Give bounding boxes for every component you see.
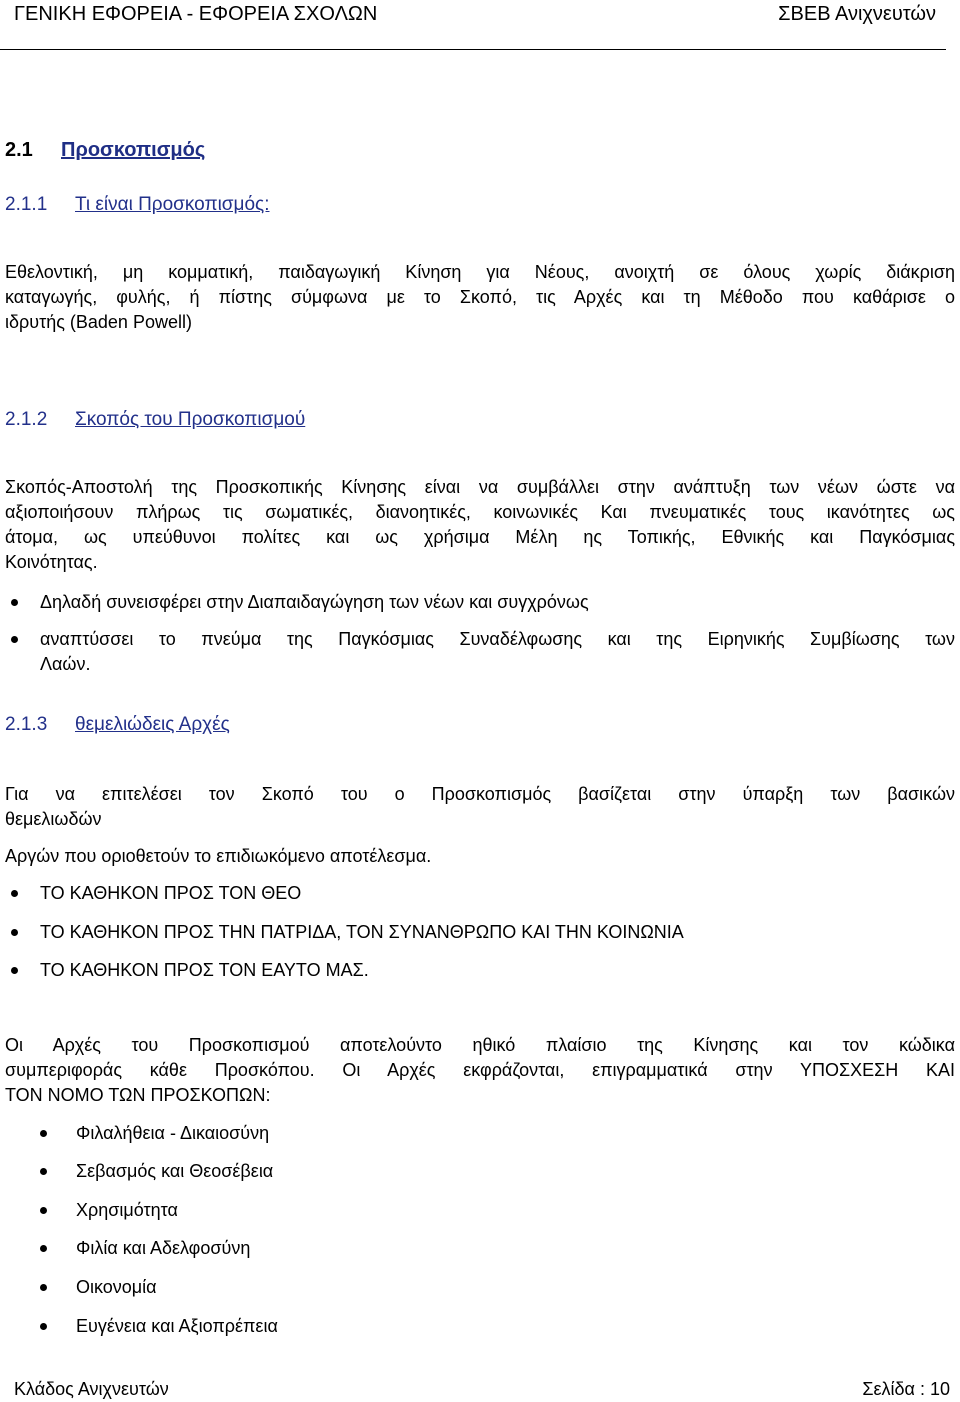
duty-item: ΤΟ ΚΑΘΗΚΟΝ ΠΡΟΣ ΤΗΝ ΠΑΤΡΙΔΑ, ΤΟΝ ΣΥΝΑΝΘΡΩΠΟ ΚΑΙ ΤΗΝ ΚΟΙΝΩΝΙΑ <box>40 922 684 942</box>
bullet-icon <box>40 1130 47 1137</box>
footer-left: Κλάδος Ανιχνευτών <box>14 1379 169 1399</box>
header-left: ΓΕΝΙΚΗ ΕΦΟΡΕΙΑ - ΕΦΟΡΕΙΑ ΣΧΟΛΩΝ <box>14 3 378 25</box>
paragraph-line: Εθελοντική, μη κομματική, παιδαγωγική Κίνηση για Νέους, ανοιχτή σε όλους χωρίς διάκριση <box>5 262 955 282</box>
header-right: ΣΒΕΒ Ανιχνευτών <box>778 3 936 25</box>
bullet-icon <box>40 1245 47 1252</box>
bullet-icon <box>11 890 18 897</box>
paragraph-line: Αργών που οριοθετούν το επιδιωκόμενο αποτέλεσμα. <box>5 846 432 866</box>
subsection-number: 2.1.1 <box>5 194 48 215</box>
list-item: Δηλαδή συνεισφέρει στην Διαπαιδαγώγηση των νέων και συγχρόνως <box>40 592 589 612</box>
paragraph-line: ιδρυτής (Baden Powell) <box>5 312 192 332</box>
subsection-title[interactable]: Τι είναι Προσκοπισμός: <box>75 194 270 215</box>
subsection-heading-211 <box>5 193 269 217</box>
bullet-icon <box>40 1168 47 1175</box>
bullet-icon <box>40 1323 47 1330</box>
subsection-heading-212 <box>5 408 305 432</box>
bullet-icon <box>40 1284 47 1291</box>
subsection-number: 2.1.2 <box>5 409 48 430</box>
paragraph-line: Σκοπός-Αποστολή της Προσκοπικής Κίνησης είναι να συμβάλλει στην ανάπτυξη των νέων ώστε να <box>5 477 955 497</box>
value-item: Οικονομία <box>76 1277 157 1297</box>
paragraph-line: καταγωγής, φυλής, ή πίστης σύμφωνα με το Σκοπό, τις Αρχές και τη Μέθοδο που καθάρισε ο <box>5 287 955 307</box>
paragraph-line: Οι Αρχές του Προσκοπισμού αποτελούντο ηθικό πλαίσιο της Κίνησης και τον κώδικα <box>5 1035 955 1055</box>
duty-item: ΤΟ ΚΑΘΗΚΟΝ ΠΡΟΣ ΤΟΝ ΕΑΥΤΟ ΜΑΣ. <box>40 960 369 980</box>
section-heading <box>5 138 205 162</box>
paragraph-line: Για να επιτελέσει τον Σκοπό του ο Προσκοπισμός βασίζεται στην ύπαρξη των βασικών <box>5 784 955 804</box>
header-rule <box>0 49 946 50</box>
duty-item: ΤΟ ΚΑΘΗΚΟΝ ΠΡΟΣ ΤΟΝ ΘΕΟ <box>40 883 302 903</box>
value-item: Χρησιμότητα <box>76 1200 178 1220</box>
list-item: αναπτύσσει το πνεύμα της Παγκόσμιας Συναδέλφωσης και της Ειρηνικής Συμβίωσης των <box>40 629 955 649</box>
paragraph-line: θεμελιωδών <box>5 809 102 829</box>
value-item: Φιλαλήθεια - Δικαιοσύνη <box>76 1123 270 1143</box>
subsection-number: 2.1.3 <box>5 714 48 735</box>
value-item: Σεβασμός και Θεοσέβεια <box>76 1161 274 1181</box>
value-item: Φιλία και Αδελφοσύνη <box>76 1238 251 1258</box>
subsection-title[interactable]: Σκοπός του Προσκοπισμού <box>75 409 306 430</box>
bullet-icon <box>40 1207 47 1214</box>
section-number: 2.1 <box>5 139 33 161</box>
bullet-icon <box>11 599 18 606</box>
paragraph-line: ΤΟΝ ΝΟΜΟ ΤΩΝ ΠΡΟΣΚΟΠΩΝ: <box>5 1085 271 1105</box>
bullet-icon <box>11 967 18 974</box>
subsection-heading-213 <box>5 713 230 737</box>
bullet-icon <box>11 929 18 936</box>
page-number: Σελίδα : 10 <box>862 1379 950 1399</box>
paragraph-line: άτομα, ως υπεύθυνοι πολίτες και ως χρήσιμα Μέλη ης Τοπικής, Εθνικής και Παγκόσμιας <box>5 527 955 547</box>
paragraph-line: συμπεριφοράς κάθε Προσκόπου. Οι Αρχές εκφράζονται, επιγραμματικά στην ΥΠΟΣΧΕΣΗ ΚΑΙ <box>5 1060 955 1080</box>
list-item-continued: Λαών. <box>40 654 91 674</box>
paragraph-line: αξιοποιήσουν πλήρως τις σωματικές, διανοητικές, κοινωνικές Και πνευματικές τους ικανότητες ως <box>5 502 955 522</box>
bullet-icon <box>11 636 18 643</box>
section-title[interactable]: Προσκοπισμός <box>61 139 206 161</box>
subsection-title[interactable]: θεμελιώδεις Αρχές <box>75 714 230 735</box>
paragraph-line: Κοινότητας. <box>5 552 98 572</box>
value-item: Ευγένεια και Αξιοπρέπεια <box>76 1316 278 1336</box>
